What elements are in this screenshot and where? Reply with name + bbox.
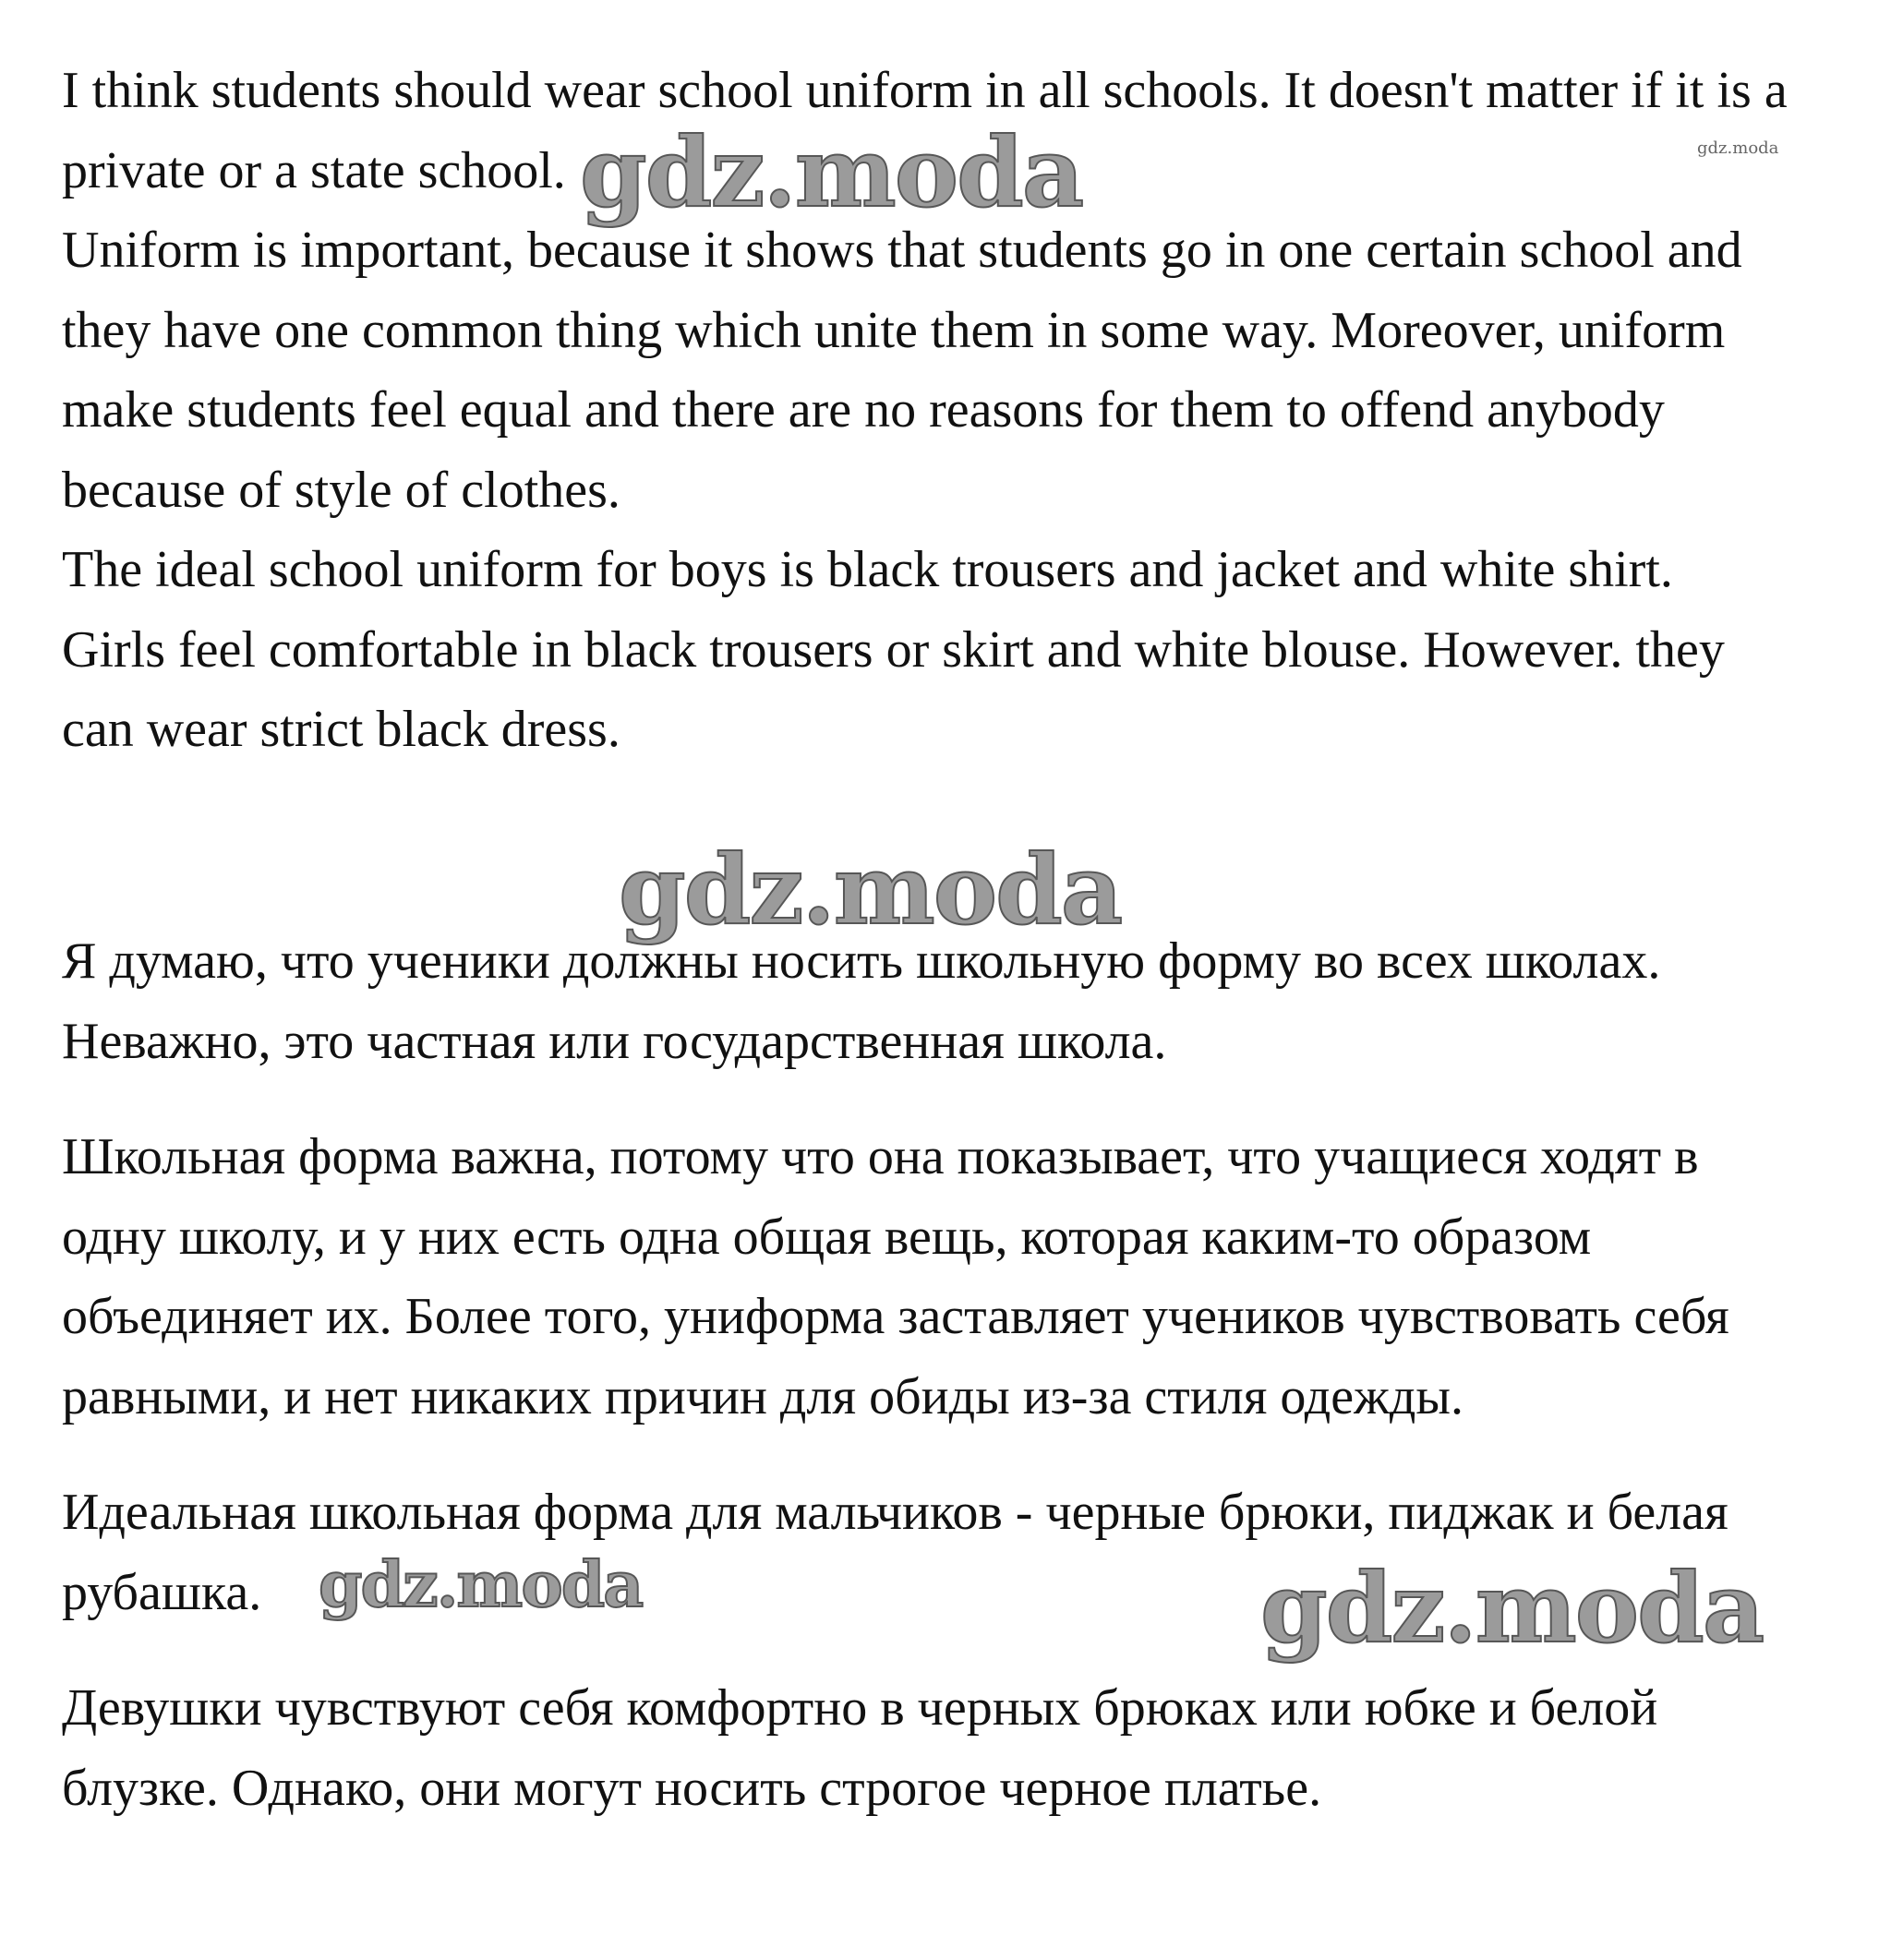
watermark-logo-2: gdz.moda	[619, 833, 1122, 946]
english-line-5: make students feel equal and there are no reasons for them to offend anybody	[62, 381, 1665, 439]
english-line-2: private or a state school.	[62, 142, 566, 199]
russian-line-6: равными, и нет никаких причин для обиды из-за стиля одежды.	[62, 1368, 1463, 1425]
russian-line-7: Идеальная школьная форма для мальчиков - черные брюки, пиджак и белая	[62, 1484, 1728, 1541]
watermark-logo-3: gdz.moda	[319, 1548, 643, 1622]
english-line-7: The ideal school uniform for boys is black trousers and jacket and white shirt.	[62, 541, 1673, 598]
russian-line-10: блузке. Однако, они могут носить строгое черное платье.	[62, 1760, 1322, 1817]
russian-line-4: одну школу, и у них есть одна общая вещь, которая каким-то образом	[62, 1208, 1592, 1266]
russian-line-5: объединяет их. Более того, униформа заставляет учеников чувствовать себя	[62, 1288, 1729, 1345]
english-line-9: can wear strict black dress.	[62, 701, 620, 758]
russian-line-8: рубашка.	[62, 1564, 262, 1621]
russian-line-3: Школьная форма важна, потому что она показывает, что учащиеся ходят в	[62, 1128, 1699, 1185]
watermark-logo-1: gdz.moda	[580, 115, 1083, 229]
russian-line-2: Неважно, это частная или государственная школа.	[62, 1013, 1167, 1070]
english-line-8: Girls feel comfortable in black trousers or skirt and white blouse. However. they	[62, 621, 1725, 679]
english-line-4: they have one common thing which unite them in some way. Moreover, uniform	[62, 302, 1726, 359]
russian-line-9: Девушки чувствуют себя комфортно в черных брюках или юбке и белой	[62, 1679, 1658, 1737]
russian-line-1: Я думаю, что ученики должны носить школьную форму во всех школах.	[62, 932, 1661, 990]
english-line-1: I think students should wear school uniform in all schools. It doesn't matter if it is a	[62, 62, 1788, 119]
watermark-logo-4: gdz.moda	[1260, 1551, 1764, 1665]
english-line-3: Uniform is important, because it shows that students go in one certain school and	[62, 222, 1742, 279]
english-line-6: because of style of clothes.	[62, 462, 620, 519]
watermark-small: gdz.moda	[1697, 138, 1779, 158]
